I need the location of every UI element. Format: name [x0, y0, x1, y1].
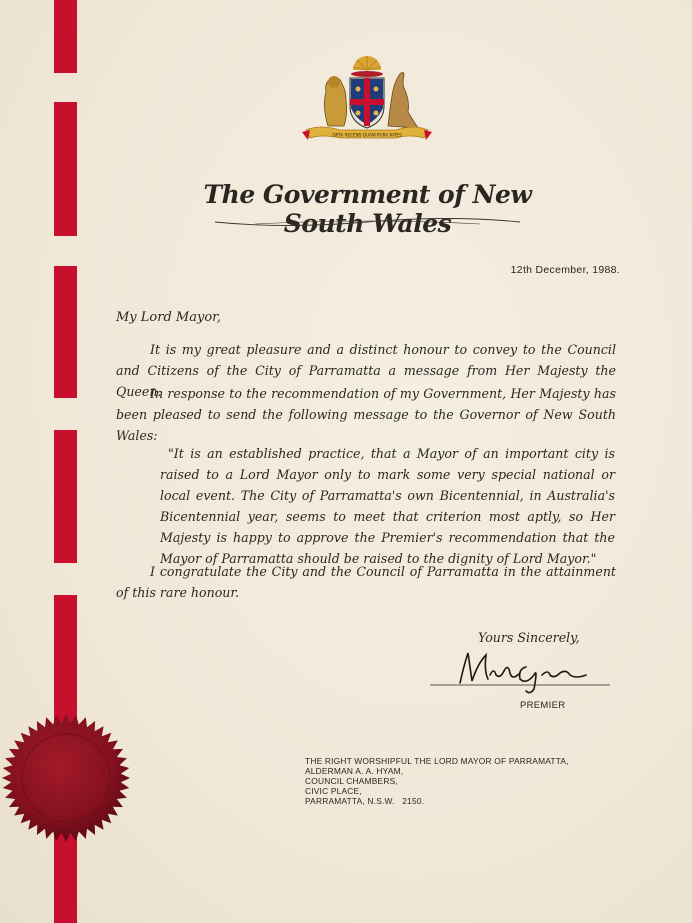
address-line: PARRAMATTA, N.S.W. 2150. — [305, 796, 425, 806]
wax-seal-icon — [0, 712, 132, 844]
body-paragraph-3: I congratulate the City and the Council of Parramatta in the attainment of this rare honour. — [116, 564, 616, 600]
address-line: CIVIC PLACE, — [305, 786, 362, 796]
address-line: THE RIGHT WORSHIPFUL THE LORD MAYOR OF PARRAMATTA, — [305, 756, 569, 766]
nsw-coat-of-arms-icon — [300, 56, 434, 144]
address-line: ALDERMAN A. A. HYAM, — [305, 766, 404, 776]
signatory-title: PREMIER — [520, 700, 566, 711]
salutation: My Lord Mayor, — [116, 310, 222, 325]
ribbon-segment — [54, 430, 77, 563]
body-paragraph-1: It is my great pleasure and a distinct honour to convey to the Council and Citizens of the City of Parramatta a message from Her Majesty the Queen. — [116, 342, 616, 399]
signature-icon — [430, 645, 610, 697]
flourish-icon — [195, 216, 540, 228]
crest-motto: ORTA RECENS QUAM PURA NITES — [332, 132, 402, 138]
ribbon-segment — [54, 102, 77, 236]
ribbon-segment — [54, 0, 77, 73]
letter-date: 12th December, 1988. — [510, 264, 620, 276]
recipient-address — [305, 756, 569, 806]
letterhead-title-text: The Government of New South Wales — [203, 180, 532, 238]
body-paragraph-2: In response to the recommendation of my Government, Her Majesty has been pleased to send the following message to the Governor of New South Wales: — [116, 386, 616, 443]
letterhead-title — [195, 180, 540, 238]
ribbon-segment — [54, 266, 77, 398]
address-line: COUNCIL CHAMBERS, — [305, 776, 398, 786]
closing: Yours Sincerely, — [478, 630, 580, 645]
royal-message-quote: "It is an established practice, that a Mayor of an important city is raised to a Lord Mayor only to mark some very special national or local event. The City of Parramatta's own Bicentennial, in Australia's Bicentennial year, seems to meet that criterion most aptly, so Her Majesty is happy to approve the Premier's recommendation that the Mayor of Parramatta should be raised to the dignity of Lord Mayor." — [160, 446, 615, 566]
